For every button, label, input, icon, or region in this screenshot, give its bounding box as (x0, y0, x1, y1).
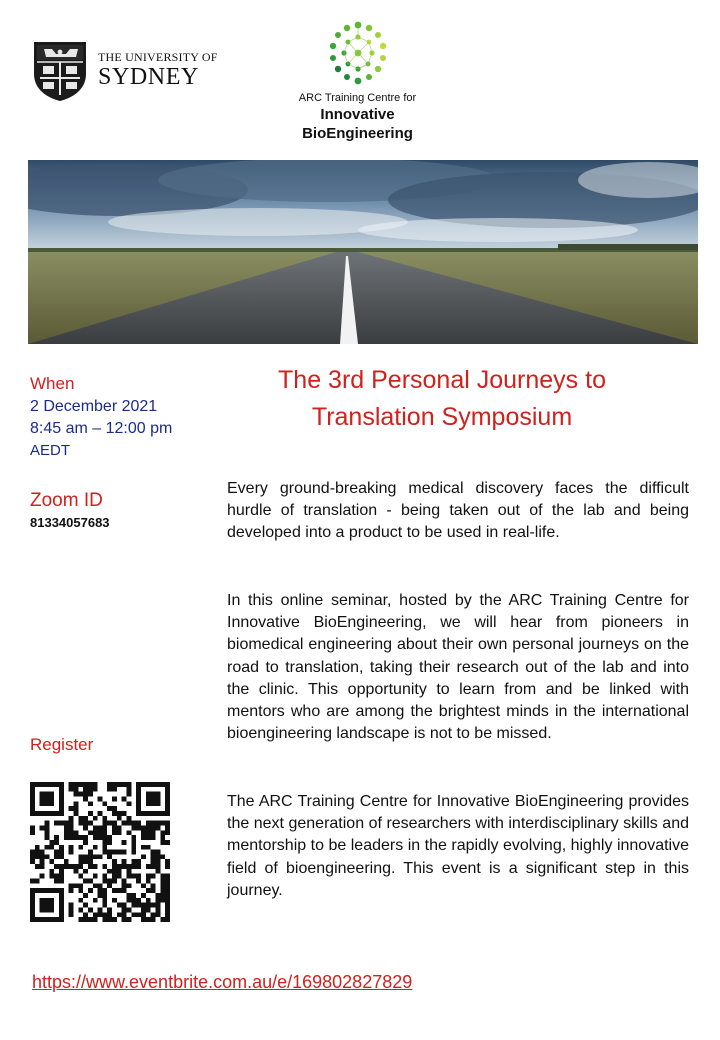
arc-logo-line1: ARC Training Centre for (298, 92, 417, 104)
centre-description-paragraph: The ARC Training Centre for Innovative BioEngineering provides the next generation of researchers with interdisciplinary skills and mentorship to be leaders in the rapidly evolving, highly innovative field of bioengineering. This event is a significant step in this journey. (227, 793, 689, 899)
when-label: When (30, 374, 75, 393)
register-label: Register (30, 735, 94, 754)
registration-qr-code[interactable] (30, 782, 170, 922)
seminar-description-paragraph: In this online seminar, hosted by the ARC Training Centre for Innovative BioEngineering, we will hear from pioneers in biomedical engineering about their own personal journeys on the road to translation, taking their research out of the lab and into the clinic. This opportunity to learn from and be linked with mentors who are among the brightest minds in the international bioengineering landscape is not to be missed. (227, 592, 689, 743)
event-title-line2: Translation Symposium (311, 403, 573, 431)
event-date: 2 December 2021 (30, 398, 158, 415)
university-wordmark-line1: THE UNIVERSITY OF (98, 50, 218, 64)
university-wordmark (98, 50, 218, 91)
zoom-id-label: Zoom ID (30, 490, 103, 511)
intro-paragraph: Every ground-breaking medical discovery faces the difficult hurdle of translation - being taken out of the lab and being developed into a product to be used in real-life. (227, 480, 689, 542)
registration-link[interactable]: https://www.eventbrite.com.au/e/169802827829 (32, 972, 413, 992)
zoom-id-value: 81334057683 (30, 515, 110, 530)
university-wordmark-line2: SYDNEY (98, 64, 199, 90)
arc-logo-line3: BioEngineering (302, 125, 413, 142)
event-time: 8:45 am – 12:00 pm (30, 420, 173, 437)
event-title-line1: The 3rd Personal Journeys to (278, 366, 606, 394)
arc-logo-line2: Innovative (320, 106, 395, 123)
hero-road-image (28, 160, 698, 344)
university-crest-icon (30, 40, 92, 102)
arc-bioengineering-logo-icon (326, 20, 390, 86)
event-timezone: AEDT (30, 442, 71, 459)
